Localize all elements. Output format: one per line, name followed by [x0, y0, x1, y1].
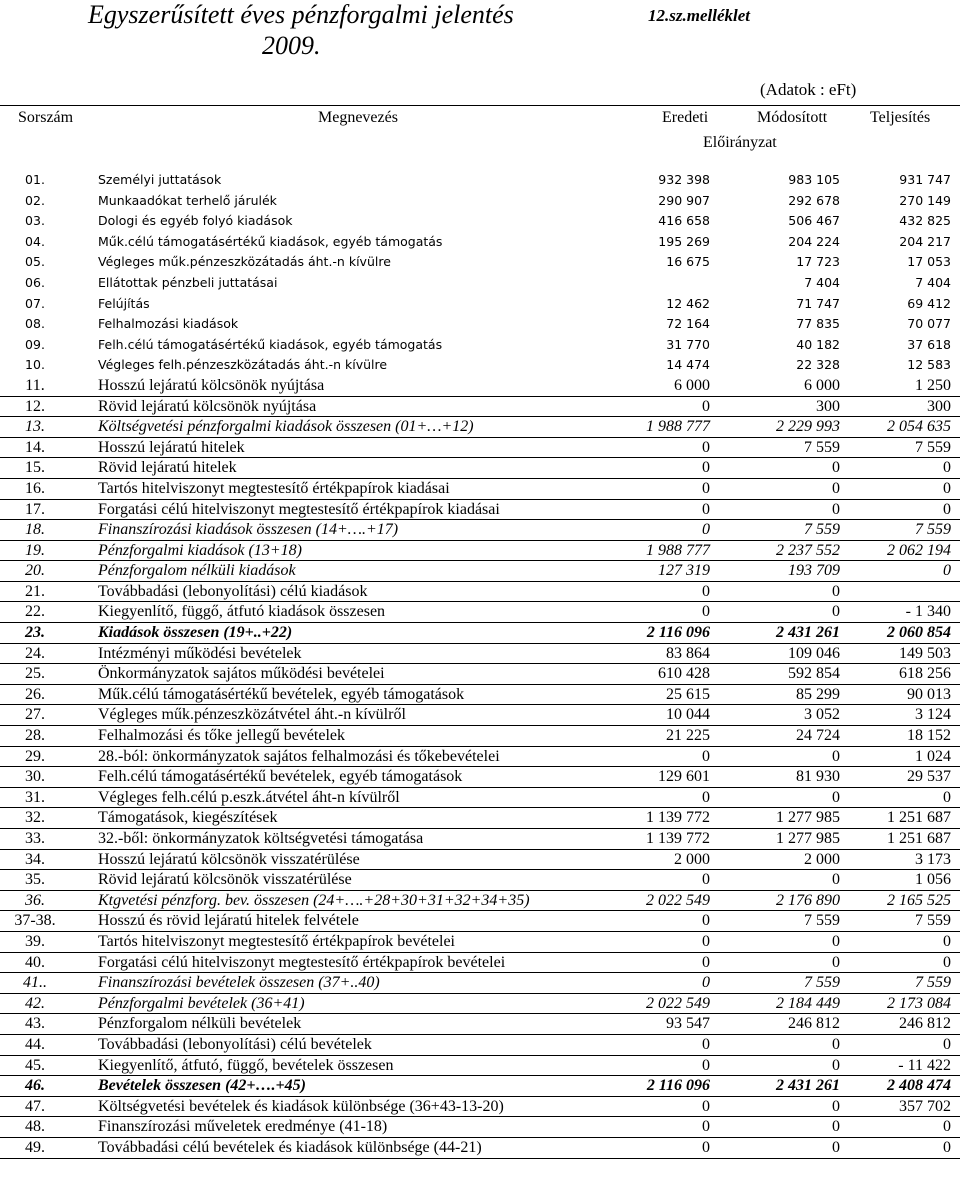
row-number: 26.: [25, 685, 45, 703]
table-row: [0, 953, 960, 974]
row-name: Pénzforgalmi kiadások (13+18): [98, 541, 302, 559]
row-modified: 2 431 261: [776, 624, 840, 642]
row-modified: 7 404: [804, 274, 840, 290]
table-row: [0, 561, 960, 582]
row-number: 34.: [25, 850, 45, 868]
row-name: 28.-ból: önkormányzatok sajátos felhalmozási és tőkebevételei: [98, 747, 500, 765]
col-header-actual: Teljesítés: [870, 109, 931, 126]
row-modified: 40 182: [796, 336, 840, 352]
row-original: 0: [702, 582, 710, 600]
row-actual: - 1 340: [905, 603, 951, 621]
row-name: Felhalmozási és tőke jellegű bevételek: [98, 727, 346, 745]
row-number: 18.: [25, 521, 45, 539]
row-name: Finanszírozási kiadások összesen (14+….+17): [98, 521, 399, 539]
table-row: [0, 294, 960, 315]
row-original: 12 462: [666, 295, 710, 311]
row-number: 30.: [25, 768, 45, 786]
row-number: 25.: [25, 665, 45, 683]
table-row: [0, 232, 960, 253]
row-modified: 2 176 890: [776, 891, 840, 909]
row-actual: 0: [943, 500, 951, 518]
row-modified: 0: [832, 1097, 840, 1115]
row-name: Rövid lejáratú kölcsönök visszatérülése: [98, 871, 352, 889]
table-row: [0, 479, 960, 500]
row-name: Kiegyenlítő, átfutó, függő, bevételek összesen: [98, 1056, 394, 1074]
row-name: Tartós hitelviszonyt megtestesítő értékpapírok kiadásai: [98, 479, 450, 497]
row-name: Továbbadási (lebonyolítási) célú kiadások: [98, 582, 368, 600]
row-actual: 18 152: [907, 727, 951, 745]
table-row: [0, 500, 960, 521]
table-row: [0, 767, 960, 788]
row-modified: 193 709: [788, 562, 840, 580]
row-modified: 292 678: [788, 192, 840, 208]
row-modified: 24 724: [796, 727, 840, 745]
row-name: 32.-ből: önkormányzatok költségvetési támogatása: [98, 830, 424, 847]
table-row: [0, 252, 960, 273]
row-number: 28.: [25, 727, 45, 745]
table-row: [0, 788, 960, 809]
row-modified: 85 299: [796, 685, 840, 703]
row-original: 1 139 772: [646, 830, 710, 847]
row-original: 2 116 096: [646, 1077, 710, 1095]
row-original: 14 474: [666, 357, 710, 373]
row-number: 36.: [25, 891, 45, 909]
row-number: 09.: [25, 336, 45, 352]
row-actual: 7 559: [915, 438, 951, 456]
row-actual: 1 056: [915, 871, 951, 889]
col-header-original: Eredeti: [662, 109, 709, 126]
row-actual: 69 412: [907, 295, 951, 311]
table-row: [0, 335, 960, 356]
row-modified: 983 105: [788, 172, 840, 187]
row-modified: 2 237 552: [776, 541, 840, 559]
table-row: [0, 829, 960, 850]
row-modified: 592 854: [788, 665, 840, 683]
row-modified: 0: [832, 1138, 840, 1156]
table-row: [0, 726, 960, 747]
row-number: 31.: [25, 788, 45, 806]
row-name: Forgatási célú hitelviszonyt megtestesítő értékpapírok kiadásai: [98, 500, 500, 518]
table-row: [0, 520, 960, 541]
row-number: 33.: [25, 830, 45, 847]
row-modified: 2 184 449: [776, 994, 840, 1012]
row-number: 12.: [25, 397, 45, 415]
row-actual: 90 013: [907, 685, 951, 703]
row-modified: 506 467: [788, 213, 840, 229]
table-row: [0, 314, 960, 335]
row-name: Támogatások, kiegészítések: [98, 809, 278, 827]
table-row: [0, 602, 960, 623]
row-modified: 0: [832, 500, 840, 518]
row-actual: 37 618: [907, 336, 951, 352]
row-original: 1 988 777: [646, 418, 710, 436]
table-row: [0, 994, 960, 1015]
row-original: 2 116 096: [646, 624, 710, 642]
row-name: Személyi juttatások: [98, 172, 222, 187]
row-modified: 0: [832, 871, 840, 889]
row-modified: 7 559: [804, 521, 840, 539]
row-original: 2 022 549: [646, 994, 710, 1012]
row-number: 19.: [25, 541, 45, 559]
row-name: Továbbadási célú bevételek és kiadások különbsége (44-21): [98, 1138, 482, 1156]
row-actual: 0: [943, 932, 951, 950]
row-actual: 7 559: [915, 974, 951, 992]
row-name: Kiegyenlítő, függő, átfutó kiadások összesen: [98, 603, 386, 621]
table-row: [0, 1056, 960, 1077]
row-number: 49.: [25, 1138, 45, 1156]
row-number: 27.: [25, 706, 45, 724]
row-number: 45.: [25, 1056, 45, 1074]
unit-label: (Adatok : eFt): [760, 80, 857, 99]
row-original: 0: [702, 1118, 710, 1136]
row-actual: 432 825: [899, 213, 951, 229]
row-number: 14.: [25, 438, 45, 456]
row-original: 0: [702, 1056, 710, 1074]
row-name: Végleges felh.célú p.eszk.átvétel áht-n kívülről: [98, 788, 400, 806]
row-actual: 618 256: [899, 665, 951, 683]
table-row: [0, 1014, 960, 1035]
row-actual: - 11 422: [898, 1056, 951, 1074]
row-actual: 7 559: [915, 912, 951, 930]
row-original: 72 164: [666, 316, 710, 332]
row-original: 0: [702, 459, 710, 477]
row-number: 37-38.: [14, 912, 56, 930]
row-modified: 0: [832, 1035, 840, 1053]
col-header-name: Megnevezés: [318, 109, 398, 126]
row-original: 290 907: [658, 192, 710, 208]
table-row: [0, 438, 960, 459]
row-actual: 2 165 525: [887, 891, 951, 909]
row-original: 0: [702, 788, 710, 806]
table-row: [0, 808, 960, 829]
table-row: [0, 870, 960, 891]
row-modified: 0: [832, 479, 840, 497]
row-actual: 0: [943, 1118, 951, 1136]
row-modified: 7 559: [804, 438, 840, 456]
row-name: Végleges műk.pénzeszközátadás áht.-n kívülre: [98, 254, 391, 270]
row-actual: 357 702: [899, 1097, 951, 1115]
row-modified: 0: [832, 747, 840, 765]
row-actual: 2 173 084: [887, 994, 951, 1012]
row-number: 08.: [25, 316, 45, 332]
row-modified: 2 229 993: [776, 418, 840, 436]
row-original: 83 864: [666, 644, 710, 662]
row-modified: 1 277 985: [776, 830, 840, 847]
row-actual: 0: [943, 459, 951, 477]
row-number: 13.: [25, 418, 45, 436]
row-original: 0: [702, 871, 710, 889]
row-actual: 0: [943, 479, 951, 497]
row-modified: 246 812: [788, 1015, 840, 1033]
row-name: Hosszú lejáratú kölcsönök visszatérülése: [98, 850, 360, 868]
row-actual: 0: [943, 788, 951, 806]
row-original: 1 988 777: [646, 541, 710, 559]
table-row: [0, 191, 960, 212]
row-modified: 17 723: [796, 254, 840, 270]
row-modified: 109 046: [788, 644, 840, 662]
row-modified: 0: [832, 932, 840, 950]
row-original: 16 675: [666, 254, 710, 270]
row-number: 23.: [25, 624, 45, 642]
row-name: Munkaadókat terhelő járulék: [98, 192, 277, 208]
row-name: Pénzforgalom nélküli bevételek: [98, 1015, 302, 1033]
row-actual: 931 747: [899, 172, 951, 187]
row-modified: 2 000: [804, 850, 840, 868]
row-actual: 0: [943, 562, 951, 580]
row-number: 24.: [25, 644, 45, 662]
row-original: 0: [702, 438, 710, 456]
row-number: 04.: [25, 233, 45, 249]
row-number: 39.: [25, 932, 45, 950]
row-number: 22.: [25, 603, 45, 621]
table-row: [0, 273, 960, 294]
row-name: Felh.célú támogatásértékű bevételek, egyéb támogatások: [98, 768, 463, 786]
row-original: 127 319: [658, 562, 710, 580]
row-modified: 1 277 985: [776, 809, 840, 827]
table-row: [0, 664, 960, 685]
row-number: 40.: [25, 953, 45, 971]
row-original: 0: [702, 912, 710, 930]
row-name: Pénzforgalmi bevételek (36+41): [98, 994, 305, 1012]
table-row: [0, 211, 960, 232]
row-actual: 0: [943, 953, 951, 971]
table-row: [0, 747, 960, 768]
row-original: 610 428: [658, 665, 710, 683]
row-number: 16.: [25, 479, 45, 497]
row-name: Felújítás: [98, 295, 150, 311]
row-original: 0: [702, 932, 710, 950]
row-number: 41..: [23, 974, 47, 992]
table-row: [0, 1097, 960, 1118]
row-name: Forgatási célú hitelviszonyt megtestesítő értékpapírok bevételei: [98, 953, 506, 971]
row-name: Önkormányzatok sajátos működési bevételei: [98, 665, 385, 683]
row-name: Bevételek összesen (42+….+45): [98, 1077, 306, 1095]
row-original: 0: [702, 479, 710, 497]
row-name: Rövid lejáratú hitelek: [98, 459, 237, 477]
row-actual: 300: [927, 397, 951, 415]
table-row: [0, 582, 960, 603]
row-name: Felhalmozási kiadások: [98, 316, 239, 332]
row-modified: 81 930: [796, 768, 840, 786]
table-row: [0, 1035, 960, 1056]
row-name: Hosszú és rövid lejáratú hitelek felvétele: [98, 912, 359, 930]
row-number: 48.: [25, 1118, 45, 1136]
row-actual: 29 537: [907, 768, 951, 786]
table-row: [0, 376, 960, 397]
col-header-no: Sorszám: [18, 109, 74, 126]
row-name: Rövid lejáratú kölcsönök nyújtása: [98, 397, 317, 415]
row-name: Tartós hitelviszonyt megtestesítő értékpapírok bevételei: [98, 932, 455, 950]
row-original: 0: [702, 500, 710, 518]
row-number: 15.: [25, 459, 45, 477]
row-name: Intézményi működési bevételek: [98, 644, 302, 662]
row-modified: 0: [832, 459, 840, 477]
row-original: 129 601: [658, 768, 710, 786]
row-original: 0: [702, 747, 710, 765]
row-name: Végleges műk.pénzeszközátvétel áht.-n kívülről: [98, 706, 406, 724]
row-actual: 7 404: [915, 274, 951, 290]
row-modified: 300: [816, 397, 840, 415]
row-name: Ktgvetési pénzforg. bev. összesen (24+….+28+30+31+32+34+35): [98, 891, 530, 909]
row-number: 44.: [25, 1035, 45, 1053]
row-number: 47.: [25, 1097, 45, 1115]
row-number: 03.: [25, 213, 45, 229]
row-actual: 1 251 687: [887, 830, 951, 847]
row-number: 21.: [25, 582, 45, 600]
row-original: 0: [702, 953, 710, 971]
row-modified: 0: [832, 953, 840, 971]
row-name: Kiadások összesen (19+..+22): [98, 624, 293, 642]
row-modified: 0: [832, 788, 840, 806]
col-header-subtitle: Előirányzat: [703, 134, 777, 151]
table-row: [0, 1138, 960, 1159]
row-number: 10.: [25, 357, 45, 373]
row-number: 42.: [25, 994, 45, 1012]
row-modified: 3 052: [804, 706, 840, 724]
row-modified: 0: [832, 1056, 840, 1074]
row-actual: 7 559: [915, 521, 951, 539]
table-row: [0, 397, 960, 418]
row-original: 932 398: [658, 172, 710, 187]
row-modified: 77 835: [796, 316, 840, 332]
col-header-modified: Módosított: [757, 109, 828, 126]
row-actual: 0: [943, 1035, 951, 1053]
row-original: 0: [702, 521, 710, 539]
row-actual: 70 077: [907, 316, 951, 332]
row-original: 0: [702, 974, 710, 992]
row-number: 46.: [25, 1077, 45, 1095]
table-row: [0, 644, 960, 665]
row-original: 0: [702, 1138, 710, 1156]
row-actual: 2 060 854: [887, 624, 951, 642]
table-row: [0, 458, 960, 479]
row-name: Műk.célú támogatásértékű kiadások, egyéb támogatás: [98, 233, 443, 249]
row-name: Ellátottak pénzbeli juttatásai: [98, 274, 278, 290]
row-number: 43.: [25, 1015, 45, 1033]
table-row: [0, 417, 960, 438]
row-name: Dologi és egyéb folyó kiadások: [98, 213, 293, 229]
table-row: [0, 1076, 960, 1097]
row-actual: 2 062 194: [887, 541, 951, 559]
table-row: [0, 1117, 960, 1138]
row-name: Finanszírozási műveletek eredménye (41-18): [98, 1118, 388, 1136]
table-row: [0, 705, 960, 726]
row-actual: 2 054 635: [887, 418, 951, 436]
row-name: Hosszú lejáratú hitelek: [98, 438, 245, 456]
row-modified: 7 559: [804, 912, 840, 930]
row-actual: 0: [943, 1138, 951, 1156]
row-original: 6 000: [674, 376, 710, 394]
row-original: 2 022 549: [646, 891, 710, 909]
row-actual: 17 053: [907, 254, 951, 270]
row-name: Költségvetési bevételek és kiadások különbsége (36+43-13-20): [98, 1097, 504, 1115]
row-actual: 12 583: [907, 357, 951, 373]
row-name: Továbbadási (lebonyolítási) célú bevételek: [98, 1035, 372, 1053]
row-original: 1 139 772: [646, 809, 710, 827]
row-number: 11.: [25, 376, 45, 394]
row-modified: 0: [832, 603, 840, 621]
row-number: 01.: [25, 172, 45, 187]
row-number: 05.: [25, 254, 45, 270]
row-number: 35.: [25, 871, 45, 889]
row-number: 02.: [25, 192, 45, 208]
row-original: 25 615: [666, 685, 710, 703]
row-original: 416 658: [658, 213, 710, 229]
row-original: 195 269: [658, 233, 710, 249]
row-modified: 204 224: [788, 233, 840, 249]
report-year: 2009.: [262, 31, 321, 60]
row-number: 07.: [25, 295, 45, 311]
row-actual: 149 503: [899, 644, 951, 662]
row-actual: 1 024: [915, 747, 951, 765]
annex-label: 12.sz.melléklet: [648, 6, 750, 25]
row-actual: 2 408 474: [887, 1077, 951, 1095]
row-modified: 2 431 261: [776, 1077, 840, 1095]
row-number: 32.: [25, 809, 45, 827]
row-original: 0: [702, 603, 710, 621]
row-actual: 204 217: [899, 233, 951, 249]
table-row: [0, 355, 960, 376]
row-original: 31 770: [666, 336, 710, 352]
row-original: 10 044: [666, 706, 710, 724]
row-actual: 246 812: [899, 1015, 951, 1033]
row-modified: 22 328: [796, 357, 840, 373]
table-header: [0, 105, 960, 154]
row-original: 0: [702, 397, 710, 415]
row-original: 0: [702, 1035, 710, 1053]
row-name: Hosszú lejáratú kölcsönök nyújtása: [98, 376, 325, 394]
table-row: [0, 541, 960, 562]
row-number: 20.: [25, 562, 45, 580]
row-original: 0: [702, 1097, 710, 1115]
row-actual: 270 149: [899, 192, 951, 208]
table-row: [0, 685, 960, 706]
table-row: [0, 932, 960, 953]
row-actual: 1 251 687: [887, 809, 951, 827]
table-row: [0, 850, 960, 871]
row-modified: 7 559: [804, 974, 840, 992]
row-modified: 0: [832, 582, 840, 600]
row-name: Felh.célú támogatásértékű kiadások, egyéb támogatás: [98, 336, 443, 352]
row-actual: 3 173: [915, 850, 951, 868]
row-actual: 3 124: [915, 706, 951, 724]
row-modified: 0: [832, 1118, 840, 1136]
report-title: Egyszerűsített éves pénzforgalmi jelentés: [88, 0, 514, 29]
row-name: Végleges felh.pénzeszközátadás áht.-n kívülre: [98, 357, 388, 373]
row-original: 21 225: [666, 727, 710, 745]
table-row: [0, 891, 960, 912]
data-table: [0, 170, 960, 1159]
row-name: Finanszírozási bevételek összesen (37+..40): [98, 974, 380, 992]
row-original: 2 000: [674, 850, 710, 868]
table-row: [0, 973, 960, 994]
row-number: 06.: [25, 274, 45, 290]
row-actual: 1 250: [915, 376, 951, 394]
table-row: [0, 911, 960, 932]
table-row: [0, 623, 960, 644]
row-number: 29.: [25, 747, 45, 765]
row-number: 17.: [25, 500, 45, 518]
row-modified: 6 000: [804, 376, 840, 394]
row-name: Műk.célú támogatásértékű bevételek, egyéb támogatások: [98, 685, 465, 703]
row-name: Költségvetési pénzforgalmi kiadások összesen (01+…+12): [98, 418, 474, 436]
row-name: Pénzforgalom nélküli kiadások: [98, 562, 296, 580]
table-row: [0, 170, 960, 191]
row-original: 93 547: [666, 1015, 710, 1033]
row-modified: 71 747: [796, 295, 840, 311]
